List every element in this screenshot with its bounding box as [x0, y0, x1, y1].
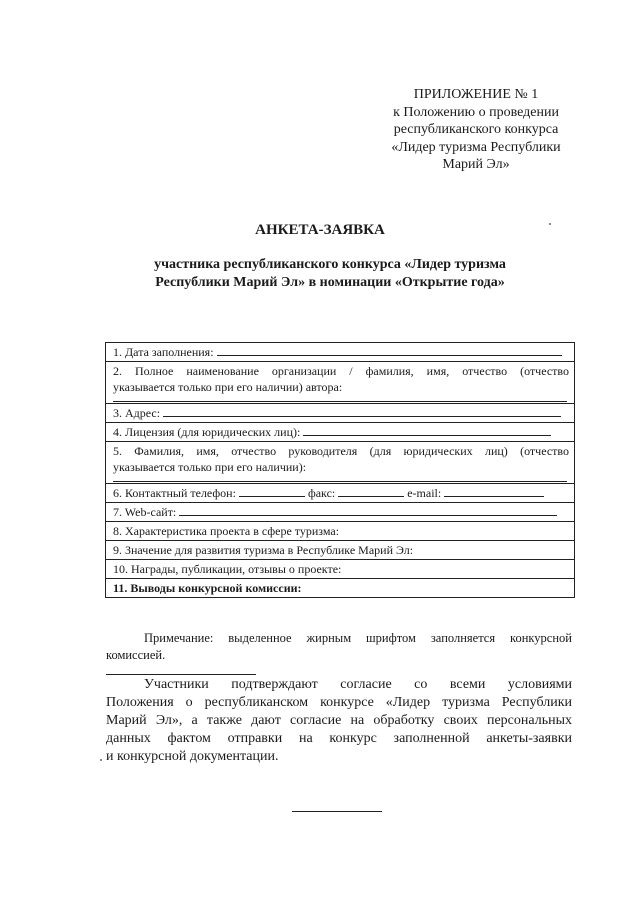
appendix-line: республиканского конкурса — [393, 122, 559, 137]
address-label: 3. Адрес: — [113, 406, 161, 420]
appendix-line: Марий Эл» — [442, 157, 510, 172]
form-row-address — [106, 404, 575, 423]
footnote-divider — [106, 674, 256, 675]
name-label-line2: указывается только при его наличии) автора: — [113, 380, 343, 394]
fax-label: факс: — [307, 486, 336, 500]
consent-paragraph — [106, 676, 572, 766]
phone-label: 6. Контактный телефон: — [113, 486, 236, 500]
director-label-line2: указывается только при его наличии): — [113, 460, 307, 474]
license-label: 4. Лицензия (для юридических лиц): — [113, 425, 301, 439]
note — [106, 630, 572, 664]
email-label: e-mail: — [407, 486, 442, 500]
form-row-director — [106, 442, 575, 484]
consent-line: Положения о республиканском конкурсе «Лидер туризма Республики — [106, 695, 572, 710]
end-divider — [292, 811, 382, 812]
fax-field[interactable] — [338, 485, 404, 497]
subtitle-line: Республики Марий Эл» в номинации «Открытие года» — [155, 275, 505, 290]
consent-line: данных фактом отправки на конкурс заполненной анкеты-заявки — [106, 731, 572, 746]
form-row-name — [106, 362, 575, 404]
application-form — [105, 342, 575, 598]
document-title: АНКЕТА-ЗАЯВКА — [255, 222, 385, 238]
director-label-line1: 5. Фамилия, имя, отчество руководителя (для юридических лиц) (отчество — [113, 444, 569, 458]
form-row-importance — [106, 541, 575, 560]
form-row-website — [106, 503, 575, 522]
project-label: 8. Характеристика проекта в сфере туризма: — [113, 524, 340, 538]
importance-label: 9. Значение для развития туризма в Республике Марий Эл: — [113, 543, 414, 557]
name-label-line1: 2. Полное наименование организации / фамилия, имя, отчество (отчество — [113, 364, 569, 378]
phone-field[interactable] — [239, 485, 305, 497]
document-subtitle — [130, 256, 530, 292]
scan-speck — [100, 759, 102, 761]
website-label: 7. Web-сайт: — [113, 505, 177, 519]
scan-speck — [549, 223, 551, 225]
consent-line: и конкурсной документации. — [106, 749, 279, 764]
subtitle-line: участника республиканского конкурса «Лидер туризма — [154, 257, 506, 272]
form-row-date — [106, 343, 575, 362]
note-line: Примечание: выделенное жирным шрифтом заполняется конкурсной — [144, 631, 572, 645]
appendix-line: «Лидер туризма Республики — [391, 139, 561, 155]
awards-label: 10. Награды, публикации, отзывы о проекте: — [113, 562, 342, 576]
name-field[interactable] — [113, 395, 567, 402]
form-row-awards — [106, 560, 575, 579]
consent-line: Марий Эл», а также дают согласие на обработку своих персональных — [106, 713, 572, 728]
appendix-line: к Положению о проведении — [393, 104, 559, 120]
fill-date-label: 1. Дата заполнения: — [113, 345, 214, 359]
consent-line: Участники подтверждают согласие со всеми условиями — [144, 677, 572, 692]
address-field[interactable] — [163, 405, 561, 417]
director-field[interactable] — [113, 475, 567, 482]
website-field[interactable] — [179, 504, 557, 516]
license-field[interactable] — [303, 424, 551, 436]
fill-date-field[interactable] — [217, 344, 562, 356]
note-line: комиссией. — [106, 648, 166, 662]
appendix-header — [382, 86, 570, 174]
form-row-license — [106, 423, 575, 442]
appendix-line: ПРИЛОЖЕНИЕ № 1 — [413, 87, 539, 102]
form-row-commission — [106, 579, 575, 598]
email-field[interactable] — [444, 485, 544, 497]
commission-label: 11. Выводы конкурсной комиссии: — [113, 581, 302, 595]
form-row-contacts — [106, 484, 575, 503]
form-row-project — [106, 522, 575, 541]
